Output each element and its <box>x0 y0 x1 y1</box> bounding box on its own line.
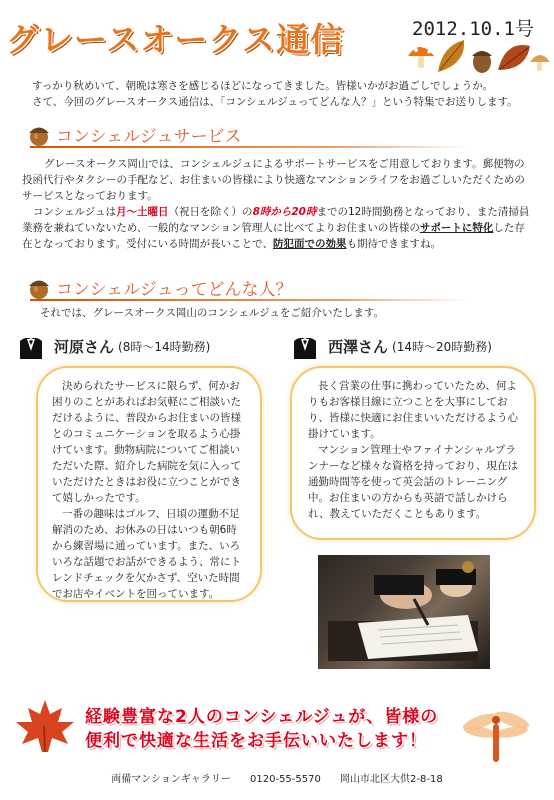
concierge-1-paragraph-2: 一番の趣味はゴルフ、日頃の運動不足解消のため、お休みの日はいつも朝6時から練習場に通っています。また、いろいろな話題でお話ができるよう、常にトレンドチェックを欠かさず、空いた時間でお店やイベントを回っています。 <box>52 508 241 600</box>
section-2-title: コンシェルジュってどんな人？ <box>56 279 293 300</box>
concierge-1-hours: (8時～14時勤務) <box>118 339 211 354</box>
text-fragment: （祝日を除く）の <box>168 206 253 218</box>
section-1-title: コンシェルジュサービス <box>56 126 242 147</box>
concierge-2-profile-card <box>290 366 536 540</box>
mushroom-icon <box>408 44 434 68</box>
concierge-1-profile-card <box>36 366 262 602</box>
concierge-1-paragraph-1: 決められたサービスに限らず、何かお困りのことがあればお気軽にご相談いただけるように、普段からお住まいの皆様とのコミュニケーションを取るよう心掛けています。動物病院についてご相談いただいた際、紹介した病院を気に入っていただけたときはお役に立つことができて嬉しかったです。 <box>52 380 241 504</box>
intro-line-2: さて、今回のグレースオークス通信は、「コンシェルジュってどんな人？」という特集でお送りします。 <box>32 96 518 108</box>
work-days-emphasis: 月～土曜日 <box>116 206 169 218</box>
concierge-kawahara-header <box>16 332 210 360</box>
section-1-body <box>22 156 534 252</box>
maple-leaf-icon <box>10 696 80 756</box>
newsletter-title: グレースオークス通信 <box>6 20 345 59</box>
issue-date: 2012.10.1号 <box>412 18 534 40</box>
section-2-intro: それでは、グレースオークス岡山のコンシェルジュをご紹介いたします。 <box>40 307 385 319</box>
text-fragment: も期待できますね。 <box>346 238 441 250</box>
closing-line-1: 経験豊富な2人のコンシェルジュが、皆様の <box>85 707 439 727</box>
leaf-icon <box>438 40 464 72</box>
mushroom-icon <box>530 55 550 71</box>
concierge-2-paragraph-2: マンション管理士やファイナンシャルプランナーなど様々な資格を持っており、現在は通勤時間等を使って英会話のトレーニング中。お住まいの方からも英語で話しかけられ、教えていただくこともあります。 <box>308 444 518 520</box>
footer-phone: 0120-55-5570 <box>250 774 321 785</box>
acorn-icon <box>472 51 492 73</box>
work-hours-emphasis: 8時から20時 <box>252 206 317 218</box>
closing-line-2: 便利で快適な生活をお手伝いいたします！ <box>85 731 427 751</box>
closing-message <box>85 705 438 753</box>
footer <box>0 770 554 785</box>
concierge-2-name: 西澤さん <box>328 337 389 356</box>
acorn-icon <box>28 275 50 299</box>
text-fragment: した存在となっております。受付にいる時間が長いことで、 <box>22 222 525 250</box>
section-heading-concierge-service <box>28 122 241 146</box>
concierge-2-hours: (14時～20時勤務) <box>392 339 492 354</box>
section-1-paragraph-1: グレースオークス岡山では、コンシェルジュによるサポートサービスをご用意しております。郵便物の投函代行やタクシーの手配など、お住まいの皆様により快適なマンションライフをお過ごしいただくためのサービスとなっております。 <box>22 158 525 202</box>
section-1-underline <box>30 146 470 148</box>
autumn-leaves-decoration-icon <box>402 34 552 80</box>
section-heading-who-is-concierge <box>28 275 292 299</box>
footer-company: 両備マンションギャラリー <box>111 774 231 785</box>
section-1-paragraph-2 <box>22 204 534 252</box>
text-fragment: コンシェルジュは <box>33 206 117 218</box>
text-fragment: までの12時間勤務となっており、また清掃員業務を兼ねていないため、一般的なマンション管理人に比べてよりお住まいの皆様の <box>22 206 530 234</box>
concierge-1-name: 河原さん <box>54 337 115 356</box>
footer-address: 岡山市北区大供2-8-18 <box>340 774 443 785</box>
section-2-underline <box>30 299 470 301</box>
security-emphasis: 防犯面での効果 <box>272 238 347 250</box>
concierge-nishizawa-header <box>290 332 492 360</box>
intro-text <box>20 78 540 110</box>
concierge-signing-photo <box>318 555 490 669</box>
intro-line-1: すっかり秋めいて、朝晩は寒さを感じるほどになってきました。皆様いかがお過ごしでしょうか。 <box>32 80 494 92</box>
suit-icon <box>16 333 46 359</box>
concierge-2-paragraph-1: 長く営業の仕事に携わっていたため、何よりもお客様目線に立つことを大事にしており、皆様に快適にお住まいいただけるよう心掛けています。 <box>308 380 518 440</box>
suit-icon <box>290 333 320 359</box>
support-emphasis: サポートに特化 <box>419 222 494 234</box>
dragonfly-icon <box>460 706 546 766</box>
leaf-icon <box>498 45 530 70</box>
acorn-icon <box>28 122 50 146</box>
